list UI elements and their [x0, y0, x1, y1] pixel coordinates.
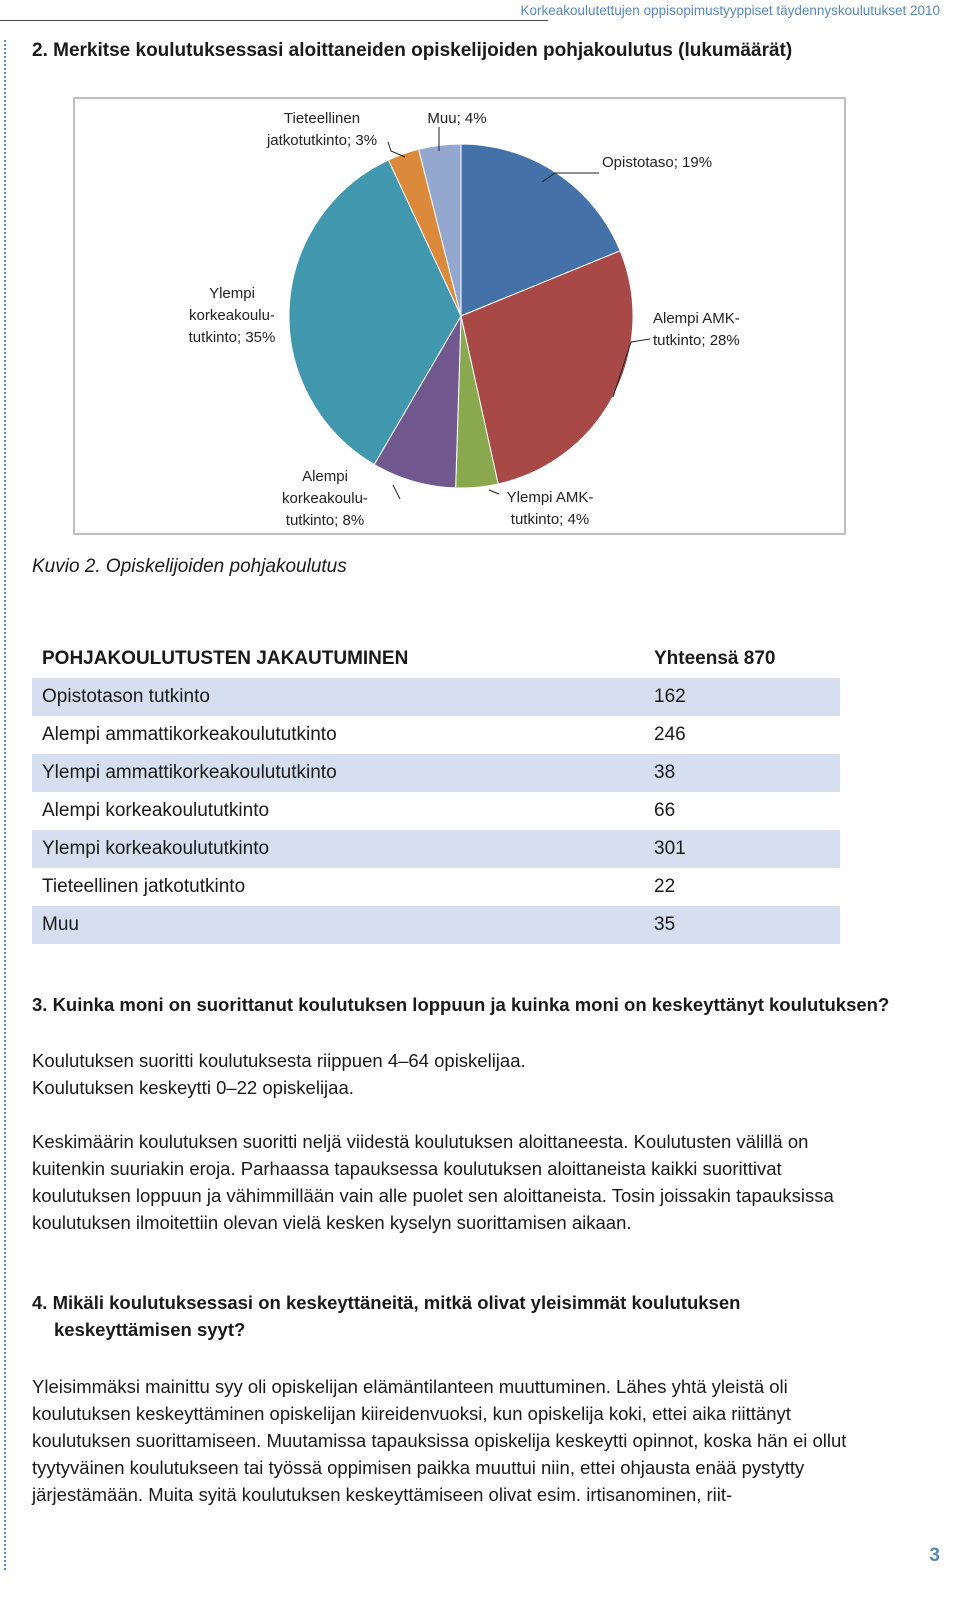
page-number: 3 — [929, 1545, 940, 1566]
row-value: 35 — [644, 906, 840, 944]
pie-slice-label: Ylempi korkeakoulu-tutkinto; 35% — [188, 285, 276, 346]
table-row — [32, 792, 840, 830]
row-value: 38 — [644, 754, 840, 792]
pie-slice-label: Muu; 4% — [427, 110, 487, 127]
row-label: Tieteellinen jatkotutkinto — [42, 876, 246, 897]
section-3-line-2: Koulutuksen keskeytti 0–22 opiskelijaa. — [32, 1077, 354, 1098]
table-row — [32, 906, 840, 944]
section-3-title: 3. Kuinka moni on suorittanut koulutuksen loppuun ja kuinka moni on keskeyttänyt koulutuksen? — [32, 994, 890, 1015]
row-value: 246 — [654, 724, 686, 745]
table-row — [32, 678, 840, 716]
pie-slice-label: Opistotaso; 19% — [602, 154, 713, 171]
row-value: 66 — [654, 800, 676, 821]
pie-slice-label: Alempi korkeakoulu-tutkinto; 8% — [282, 468, 368, 529]
row-label: Ylempi ammattikorkeakoulututkinto — [32, 754, 644, 792]
section-4-title-line-1: 4. Mikäli koulutuksessasi on keskeyttäneitä, mitkä olivat yleisimmät koulutuksen — [32, 1292, 741, 1313]
row-label: Ylempi korkeakoulututkinto — [32, 830, 644, 868]
label-leader-line — [393, 485, 400, 499]
pie-slice-label: Tieteellinen jatkotutkinto; 3% — [266, 110, 378, 149]
pie-slice-label: Alempi AMK-tutkinto; 28% — [653, 310, 740, 349]
row-label: Opistotason tutkinto — [32, 678, 644, 716]
pie-chart-frame — [73, 97, 846, 535]
table-header-total: Yhteensä 870 — [654, 648, 776, 669]
figure-caption: Kuvio 2. Opiskelijoiden pohjakoulutus — [32, 556, 347, 577]
table-row — [32, 716, 840, 754]
row-value: 162 — [644, 678, 840, 716]
label-leader-line — [489, 490, 499, 494]
table-row — [32, 830, 840, 868]
row-label: Alempi korkeakoulututkinto — [42, 800, 270, 821]
section-2-title: 2. Merkitse koulutuksessasi aloittaneiden opiskelijoiden pohjakoulutus (lukumäärät) — [32, 40, 793, 61]
row-label: Muu — [32, 906, 644, 944]
table-header-label: POHJAKOULUTUSTEN JAKAUTUMINEN — [42, 648, 409, 669]
section-3-paragraph: Keskimäärin koulutuksen suoritti neljä viidestä koulutuksen aloittaneesta. Koulutusten välillä on kuitenkin suuriakin eroja. Parhaassa tapauksessa koulutuksen aloittaneista kaikki suorittivat koulutuksen loppuun ja vähimmillään vain alle puolet sen aloittaneista. Tosin joissakin tapauksissa koulutuksen ilmoitettiin olevan vielä kesken kyselyn suorittamisen aikaan. — [32, 1131, 834, 1233]
header-rule — [0, 20, 548, 21]
section-4-title-line-2: keskeyttämisen syyt? — [54, 1319, 246, 1340]
education-table — [32, 640, 840, 944]
row-value: 301 — [644, 830, 840, 868]
row-value: 22 — [654, 876, 676, 897]
table-header-row — [32, 640, 840, 678]
margin-dotted-line — [4, 40, 6, 1570]
pie-slice-label: Ylempi AMK-tutkinto; 4% — [506, 489, 594, 528]
table-row — [32, 754, 840, 792]
pie-chart — [75, 99, 848, 537]
row-label: Alempi ammattikorkeakoulututkinto — [42, 724, 337, 745]
running-header: Korkeakoulutettujen oppisopimustyyppiset täydennyskoulutukset 2010 — [520, 3, 940, 18]
section-4-paragraph: Yleisimmäksi mainittu syy oli opiskelijan elämäntilanteen muuttuminen. Lähes yhtä yleistä oli koulutuksen keskeyttäminen opiskelijan kiireidenvuoksi, kun opiskelija koki, ettei aika riittänyt koulutuksen suorittamiseen. Muutamissa tapauksissa opiskelija keskeytti opinnot, koska hän ei ollut tyytyväinen koulutukseen tai työssä oppimisen paikka muuttui niin, ettei ohjausta enää pystytty järjestämään. Muita syitä koulutuksen keskeyttämiseen olivat esim. irtisanominen, riit- — [32, 1376, 847, 1505]
section-3-line-1: Koulutuksen suoritti koulutuksesta riippuen 4–64 opiskelijaa. — [32, 1050, 526, 1071]
table-row — [32, 868, 840, 906]
